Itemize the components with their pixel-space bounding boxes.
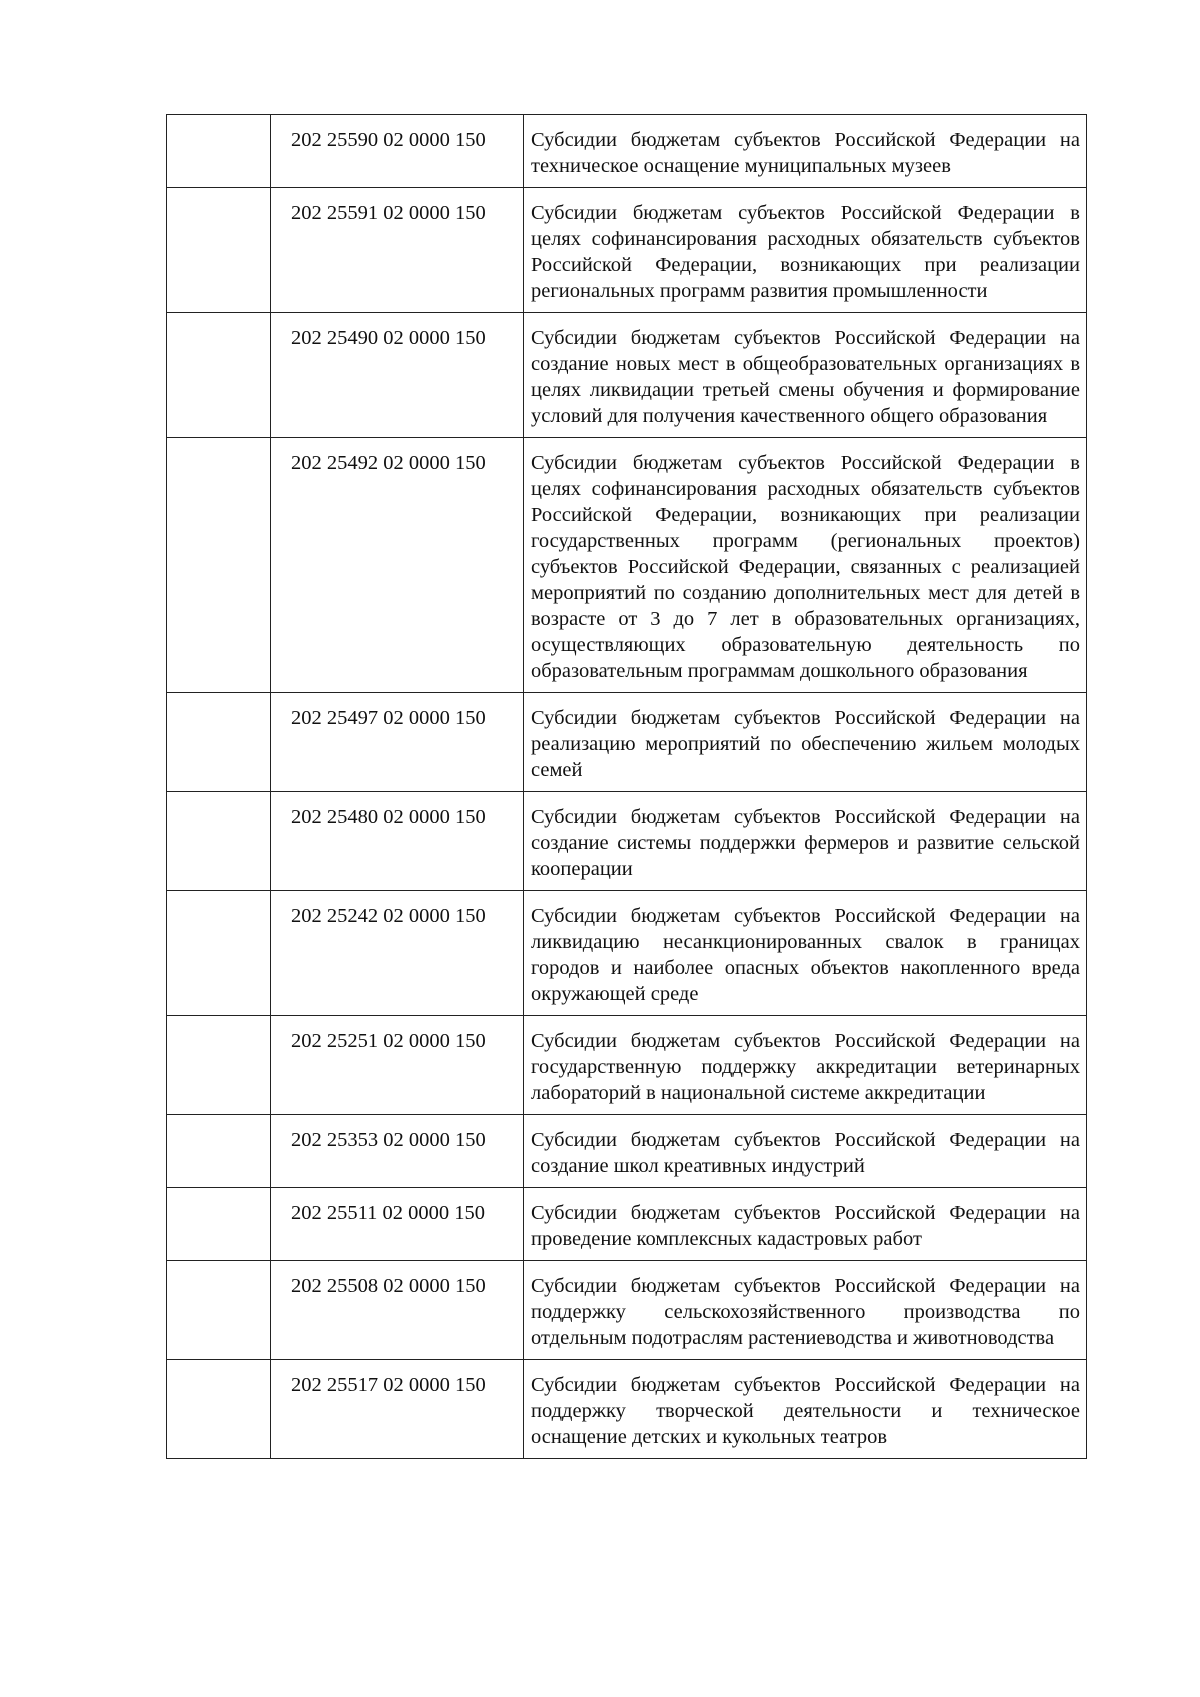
table-row: [167, 313, 1087, 438]
empty-cell: [167, 1188, 271, 1261]
description-cell: Субсидии бюджетам субъектов Российской Федерации на создание школ креативных индустрий: [524, 1115, 1087, 1188]
budget-code-cell: 202 25492 02 0000 150: [271, 438, 524, 693]
description-cell: Субсидии бюджетам субъектов Российской Федерации на государственную поддержку аккредитации ветеринарных лабораторий в национальной системе аккредитации: [524, 1016, 1087, 1115]
budget-code-cell: 202 25480 02 0000 150: [271, 792, 524, 891]
table-row: [167, 693, 1087, 792]
empty-cell: [167, 792, 271, 891]
empty-cell: [167, 188, 271, 313]
table-row: [167, 792, 1087, 891]
table-row: [167, 1016, 1087, 1115]
description-cell: Субсидии бюджетам субъектов Российской Федерации на реализацию мероприятий по обеспечению жильем молодых семей: [524, 693, 1087, 792]
budget-code-cell: 202 25490 02 0000 150: [271, 313, 524, 438]
budget-code-cell: 202 25353 02 0000 150: [271, 1115, 524, 1188]
budget-code-cell: 202 25590 02 0000 150: [271, 115, 524, 188]
budget-code-cell: 202 25242 02 0000 150: [271, 891, 524, 1016]
table-row: [167, 891, 1087, 1016]
table-row: [167, 1188, 1087, 1261]
empty-cell: [167, 438, 271, 693]
table-row: [167, 438, 1087, 693]
table-row: [167, 1115, 1087, 1188]
budget-code-cell: 202 25511 02 0000 150: [271, 1188, 524, 1261]
empty-cell: [167, 1016, 271, 1115]
budget-code-cell: 202 25517 02 0000 150: [271, 1360, 524, 1459]
description-cell: Субсидии бюджетам субъектов Российской Федерации в целях софинансирования расходных обязательств субъектов Российской Федерации, возникающих при реализации региональных программ развития промышленности: [524, 188, 1087, 313]
description-cell: Субсидии бюджетам субъектов Российской Федерации на создание новых мест в общеобразовательных организациях в целях ликвидации третьей смены обучения и формирование условий для получения качественного общего образования: [524, 313, 1087, 438]
table-row: [167, 1360, 1087, 1459]
empty-cell: [167, 313, 271, 438]
budget-code-cell: 202 25591 02 0000 150: [271, 188, 524, 313]
table-row: [167, 188, 1087, 313]
budget-code-cell: 202 25251 02 0000 150: [271, 1016, 524, 1115]
empty-cell: [167, 1261, 271, 1360]
description-cell: Субсидии бюджетам субъектов Российской Федерации на техническое оснащение муниципальных музеев: [524, 115, 1087, 188]
revenue-codes-table: [166, 114, 1087, 1459]
description-cell: Субсидии бюджетам субъектов Российской Федерации на поддержку творческой деятельности и техническое оснащение детских и кукольных театров: [524, 1360, 1087, 1459]
description-cell: Субсидии бюджетам субъектов Российской Федерации на ликвидацию несанкционированных свалок в границах городов и наиболее опасных объектов накопленного вреда окружающей среде: [524, 891, 1087, 1016]
empty-cell: [167, 891, 271, 1016]
budget-code-cell: 202 25497 02 0000 150: [271, 693, 524, 792]
table-body: [167, 115, 1087, 1459]
description-cell: Субсидии бюджетам субъектов Российской Федерации на поддержку сельскохозяйственного производства по отдельным подотраслям растениеводства и животноводства: [524, 1261, 1087, 1360]
empty-cell: [167, 693, 271, 792]
description-cell: Субсидии бюджетам субъектов Российской Федерации в целях софинансирования расходных обязательств субъектов Российской Федерации, возникающих при реализации государственных программ (региональных проектов) субъектов Российской Федерации, связанных с реализацией мероприятий по созданию дополнительных мест для детей в возрасте от 3 до 7 лет в образовательных организациях, осуществляющих образовательную деятельность по образовательным программам дошкольного образования: [524, 438, 1087, 693]
description-cell: Субсидии бюджетам субъектов Российской Федерации на проведение комплексных кадастровых работ: [524, 1188, 1087, 1261]
description-cell: Субсидии бюджетам субъектов Российской Федерации на создание системы поддержки фермеров и развитие сельской кооперации: [524, 792, 1087, 891]
empty-cell: [167, 1115, 271, 1188]
empty-cell: [167, 1360, 271, 1459]
table-row: [167, 115, 1087, 188]
empty-cell: [167, 115, 271, 188]
budget-code-cell: 202 25508 02 0000 150: [271, 1261, 524, 1360]
table-row: [167, 1261, 1087, 1360]
